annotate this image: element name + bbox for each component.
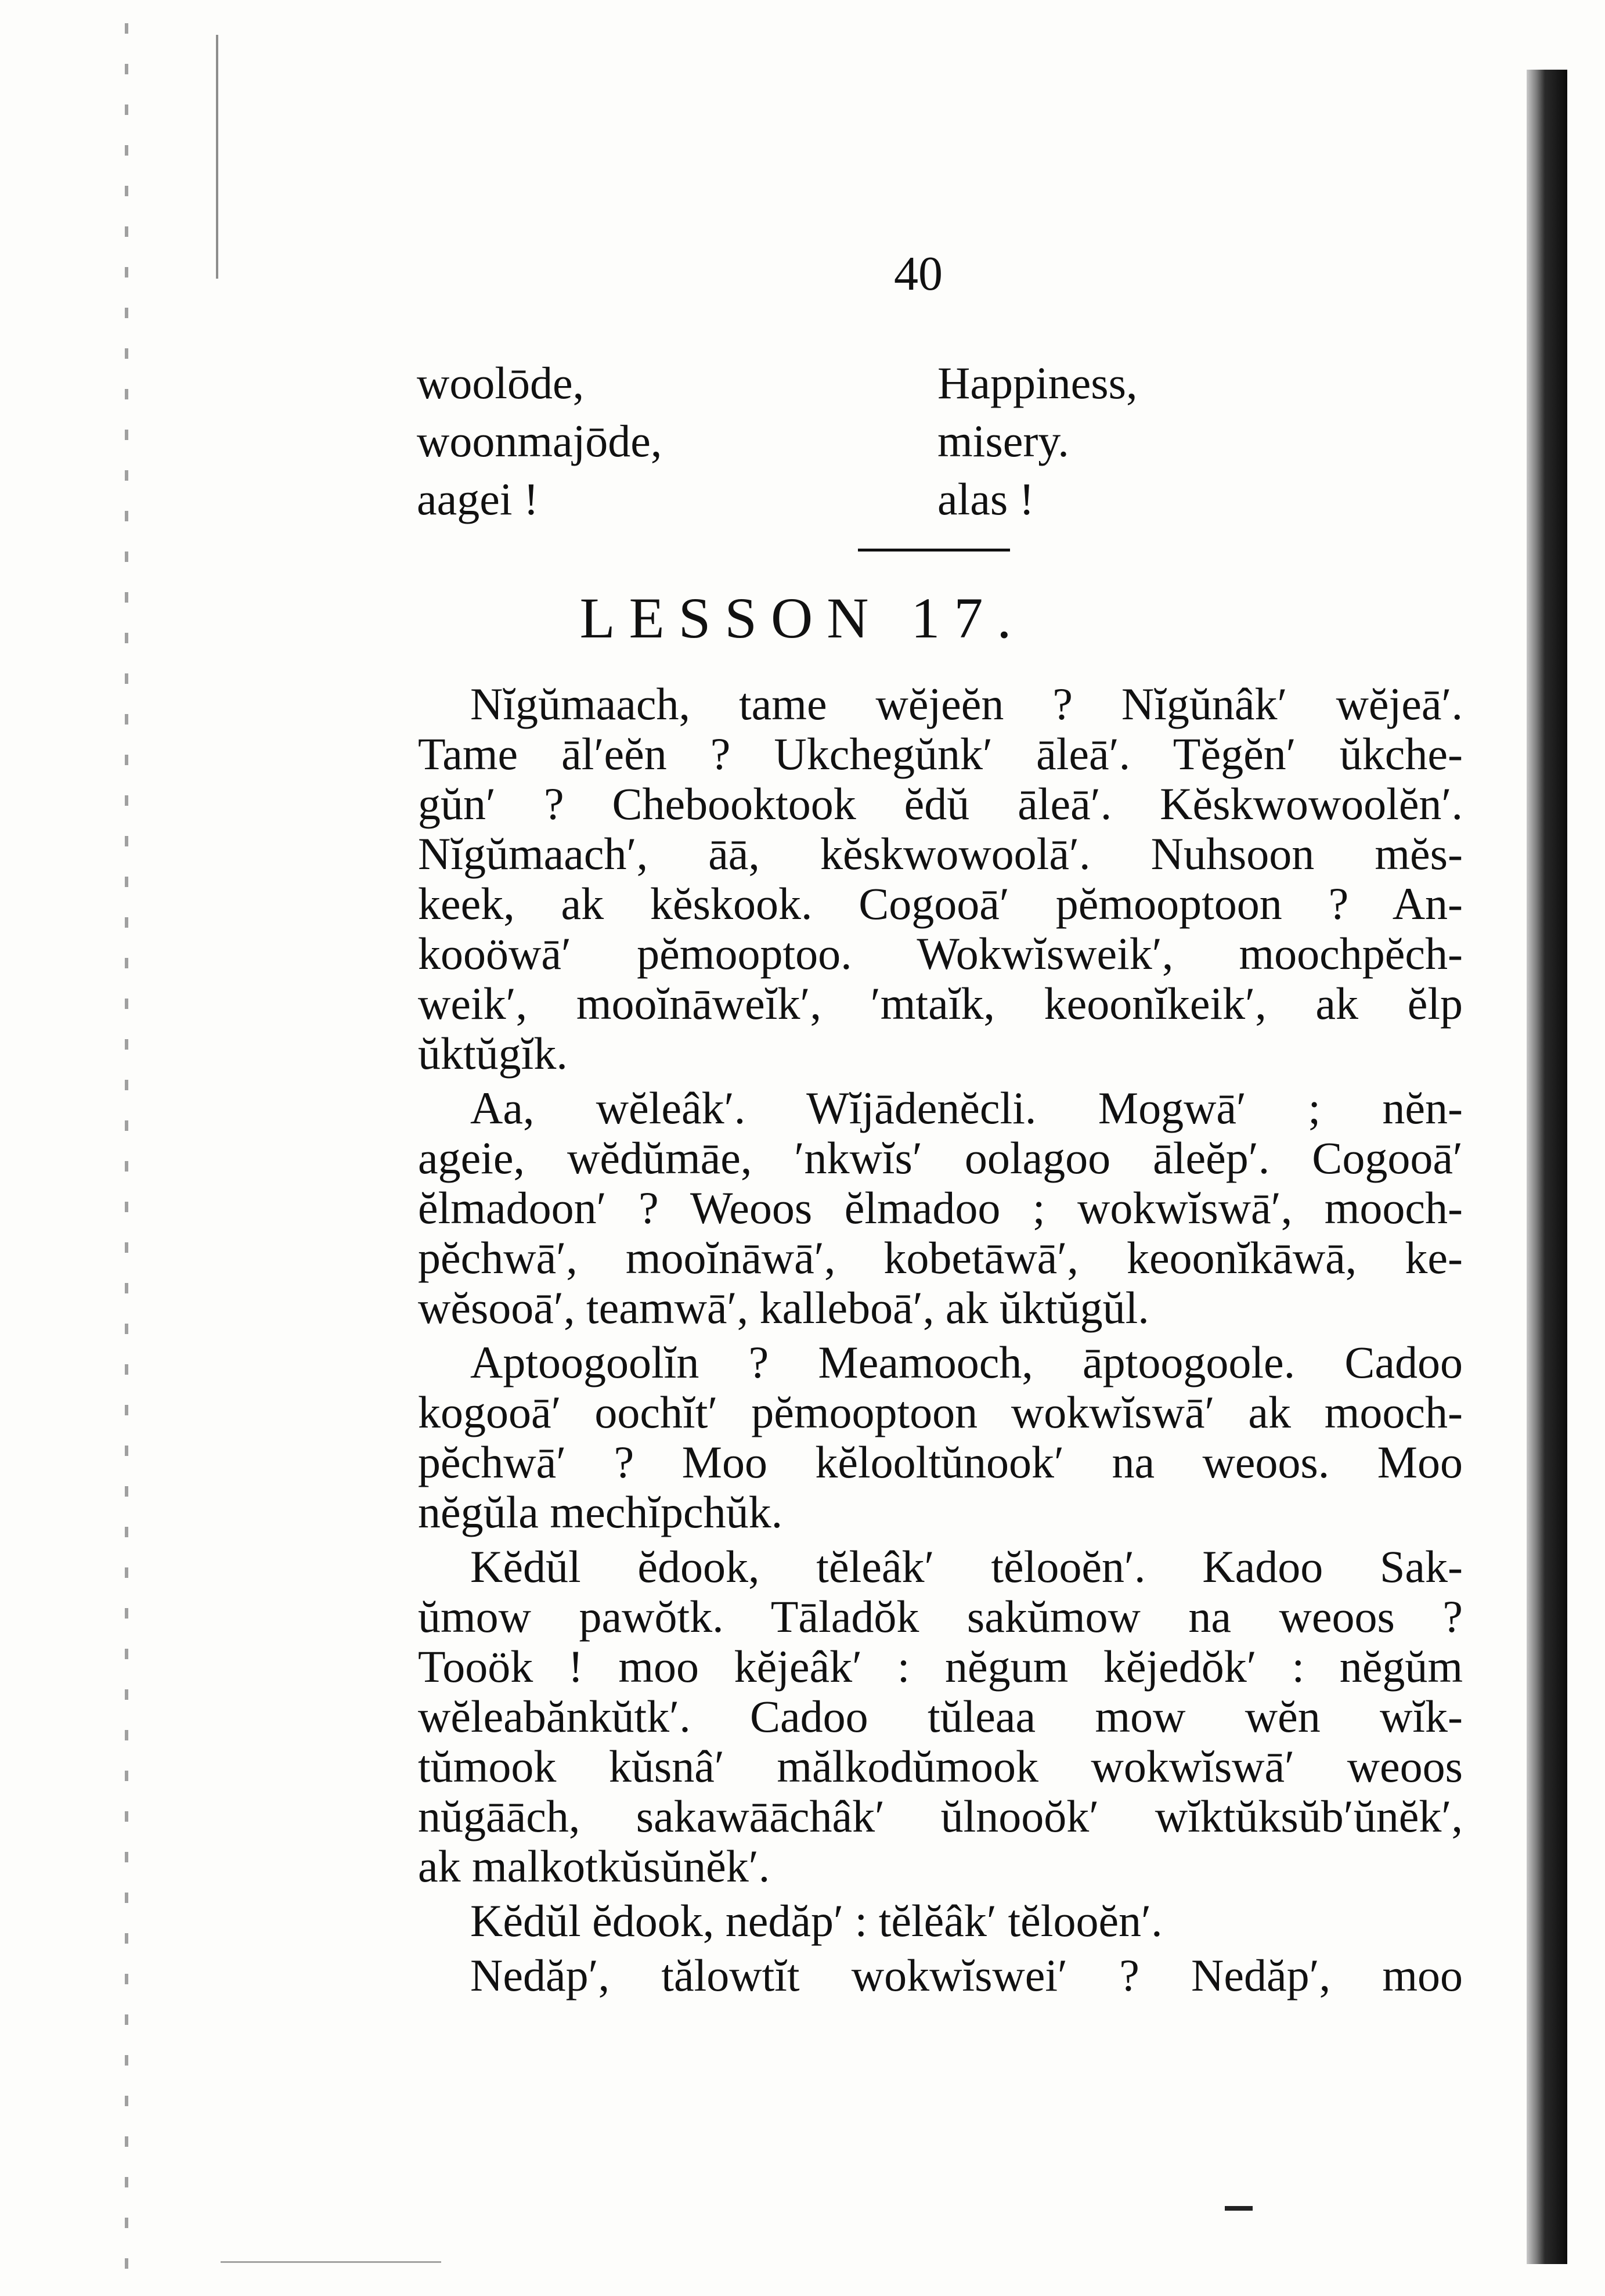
text-line: Nedăp′, tălowtĭt wokwĭswei′ ? Nedăp′, moo (470, 1950, 1463, 2001)
text-line: wĕleabănkŭtk′. Cadoo tŭleaa mow wĕn wĭk- (418, 1691, 1463, 1742)
paragraph (418, 1896, 1463, 1946)
text-line: Aptoogoolĭn ? Meamooch, āptoogoole. Cadoo (470, 1337, 1463, 1387)
text-line: Aa, wĕleâk′. Wĭjādenĕcli. Mogwā′ ; nĕn- (470, 1083, 1463, 1133)
paragraph (418, 679, 1463, 1079)
vocab-meaning: alas ! (937, 474, 1034, 524)
text-line: keek, ak kĕskook. Cogooā′ pĕmooptoon ? An- (418, 878, 1463, 929)
scan-dash-mark (1225, 2206, 1253, 2211)
paragraph (418, 1951, 1463, 2001)
text-line: Kĕdŭl ĕdook, nedăp′ : tĕlĕâk′ tĕlooĕn′. (470, 1895, 1163, 1946)
text-line: ŭktŭgĭk. (418, 1028, 568, 1079)
text-line: ageie, wĕdŭmāe, ′nkwĭs′ oolagoo āleĕp′. Cogooā′ (418, 1133, 1463, 1183)
vocab-terms (417, 354, 662, 528)
section-divider (858, 549, 1010, 552)
text-line: Kĕdŭl ĕdook, tĕleâk′ tĕlooĕn′. Kadoo Sak- (470, 1541, 1463, 1592)
text-line: nŭgāāch, sakawāāchâk′ ŭlnooŏk′ wĭktŭksŭb′ŭnĕk′, (418, 1791, 1463, 1841)
text-line: ĕlmadoon′ ? Weoos ĕlmadoo ; wokwĭswā′, mooch- (418, 1183, 1463, 1233)
vocab-meanings (937, 354, 1137, 528)
paragraph (418, 1338, 1463, 1537)
text-line: nĕgŭla mechĭpchŭk. (418, 1487, 783, 1537)
vocab-term: woonmajōde, (417, 416, 662, 466)
text-line: gŭn′ ? Chebooktook ĕdŭ āleā′. Kĕskwowoolĕn′. (418, 778, 1463, 829)
lesson-text (418, 679, 1463, 2001)
text-line: Tame āl′eĕn ? Ukchegŭnk′ āleā′. Tĕgĕn′ ŭkche- (418, 729, 1463, 779)
text-line: tŭmook kŭsnâ′ mălkodŭmook wokwĭswā′ weoos (418, 1741, 1463, 1792)
text-line: kogooā′ oochĭt′ pĕmooptoon wokwĭswā′ ak mooch- (418, 1387, 1463, 1437)
text-line: ŭmow pawŏtk. Tāladŏk sakŭmow na weoos ? (418, 1591, 1463, 1642)
text-line: Nĭgŭmaach, tame wĕjeĕn ? Nĭgŭnâk′ wĕjeā′. (470, 679, 1463, 729)
lesson-title: LESSON 17. (579, 586, 1026, 650)
vocab-meaning: Happiness, (937, 358, 1138, 408)
scan-edge-mark (216, 35, 218, 279)
paragraph (418, 1542, 1463, 1891)
page-number: 40 (894, 247, 943, 301)
vocab-term: aagei ! (417, 474, 539, 524)
text-line: pĕchwā′, mooĭnāwā′, kobetāwā′, keoonĭkāwā, ke- (418, 1232, 1463, 1283)
text-line: pĕchwā′ ? Moo kĕlooltŭnook′ na weoos. Moo (418, 1437, 1463, 1487)
text-line: Tooök ! moo kĕjeâk′ : nĕgum kĕjedŏk′ : nĕgŭm (418, 1641, 1463, 1692)
text-line: ak malkotkŭsŭnĕk′. (418, 1841, 770, 1891)
text-line: weik′, mooĭnāweĭk′, ′mtaĭk, keoonĭkeik′, ak ĕlp (418, 978, 1463, 1029)
vocab-term: woolōde, (417, 358, 585, 408)
scan-edge-left (125, 23, 128, 2276)
scan-bottom-line (221, 2261, 441, 2263)
text-line: kooöwā′ pĕmooptoo. Wokwĭsweik′, moochpĕch- (418, 928, 1463, 979)
paragraph (418, 1083, 1463, 1333)
scan-edge-right (1527, 70, 1567, 2264)
text-line: wĕsooā′, teamwā′, kalleboā′, ak ŭktŭgŭl. (418, 1282, 1149, 1333)
vocab-meaning: misery. (937, 416, 1069, 466)
text-line: Nĭgŭmaach′, āā, kĕskwowoolā′. Nuhsoon mĕs- (418, 828, 1463, 879)
